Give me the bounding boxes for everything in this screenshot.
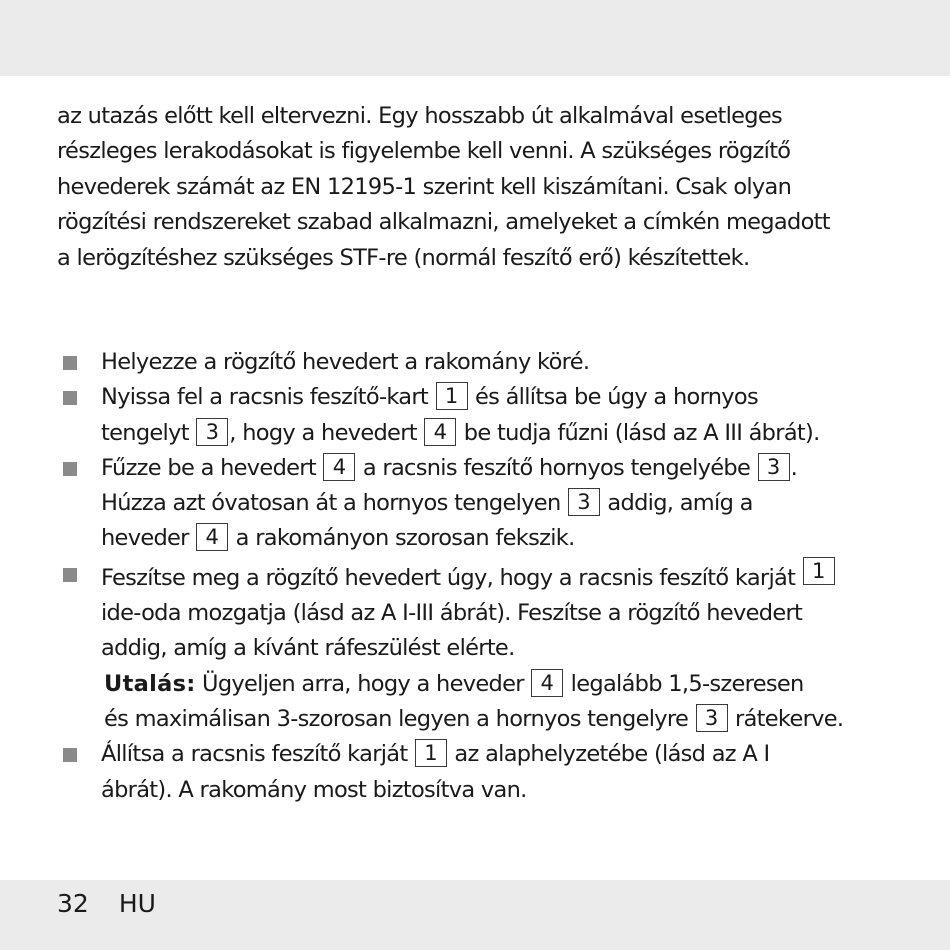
step-text: Helyezze a rögzítő hevedert a rakomány köré. — [101, 349, 590, 375]
list-item — [57, 380, 917, 451]
step-text: . — [790, 454, 798, 481]
step-text: addig, amíg a kívánt ráfeszülést elérte. — [101, 635, 515, 662]
step-line — [101, 737, 917, 772]
step-text: Fűzze be a hevedert — [101, 454, 323, 481]
step-text: addig, amíg a — [600, 490, 753, 517]
part-reference-badge: 1 — [803, 557, 835, 585]
square-bullet-icon — [63, 462, 77, 476]
step-text: ide-oda mozgatja (lásd az A I-III ábrát). Feszítse a rögzítő hevedert — [101, 600, 803, 627]
page-footer — [57, 886, 156, 922]
list-item — [57, 557, 917, 737]
intro-line: rögzítési rendszereket szabad alkalmazni, amelyeket a címkén megadott — [57, 209, 830, 236]
step-text: Nyissa fel a racsnis feszítő-kart — [101, 384, 435, 411]
part-reference-badge: 1 — [436, 382, 468, 410]
part-reference-badge: 3 — [696, 704, 728, 732]
list-item — [57, 345, 917, 380]
square-bullet-icon — [63, 748, 77, 762]
step-line — [101, 451, 917, 486]
step-text: heveder — [101, 525, 196, 552]
part-reference-badge: 3 — [196, 418, 228, 446]
part-reference-badge: 4 — [531, 669, 563, 697]
step-text: tengelyt — [101, 419, 196, 446]
list-item — [57, 737, 917, 808]
step-line — [101, 380, 917, 415]
note-line — [101, 667, 917, 702]
note-text: rátekerve. — [728, 705, 844, 732]
square-bullet-icon — [63, 356, 77, 370]
square-bullet-icon — [63, 391, 77, 405]
intro-line: az utazás előtt kell eltervezni. Egy hosszabb út alkalmával esetleges — [57, 103, 783, 129]
step-text: és állítsa be úgy a hornyos — [468, 384, 758, 411]
list-item — [57, 451, 917, 557]
intro-paragraph — [57, 99, 907, 276]
part-reference-badge: 1 — [415, 739, 447, 767]
square-bullet-icon — [63, 568, 77, 582]
header-band — [0, 0, 950, 76]
step-line — [101, 557, 917, 596]
step-line — [101, 521, 917, 556]
part-reference-badge: 4 — [323, 453, 355, 481]
instruction-list — [57, 345, 917, 808]
part-reference-badge: 4 — [196, 523, 228, 551]
step-line — [101, 416, 917, 451]
step-text: be tudja fűzni (lásd az A III ábrát). — [457, 419, 820, 446]
note-text: legalább 1,5-szeresen — [564, 670, 804, 697]
note-label: Utalás: — [104, 670, 196, 697]
intro-line: a lerögzítéshez szükséges STF-re (normál feszítő erő) készítettek. — [57, 244, 750, 271]
step-text: Húzza azt óvatosan át a hornyos tengelyen — [101, 490, 567, 517]
note-text: és maximálisan 3-szorosan legyen a hornyos tengelyre — [104, 705, 695, 732]
step-text: a rakományon szorosan fekszik. — [229, 525, 575, 552]
part-reference-badge: 4 — [424, 418, 456, 446]
step-text: Feszítse meg a rögzítő hevedert úgy, hogy a racsnis feszítő karját — [101, 564, 802, 591]
step-text: a racsnis feszítő hornyos tengelyébe — [356, 454, 757, 481]
step-text: az alaphelyzetébe (lásd az A I — [447, 741, 770, 768]
note-text: Ügyeljen arra, hogy a heveder — [195, 670, 531, 697]
step-text: Állítsa a racsnis feszítő karját — [101, 741, 414, 768]
page-number: 32 — [57, 889, 89, 918]
part-reference-badge: 3 — [758, 453, 790, 481]
language-code: HU — [118, 889, 156, 918]
step-line — [101, 486, 917, 521]
intro-line: hevederek számát az EN 12195-1 szerint kell kiszámítani. Csak olyan — [57, 173, 792, 200]
intro-line: részleges lerakodásokat is figyelembe kell venni. A szükséges rögzítő — [57, 138, 791, 165]
step-text: , hogy a hevedert — [229, 419, 424, 446]
step-text: ábrát). A rakomány most biztosítva van. — [101, 776, 527, 803]
part-reference-badge: 3 — [568, 488, 600, 516]
note-line — [101, 702, 917, 737]
